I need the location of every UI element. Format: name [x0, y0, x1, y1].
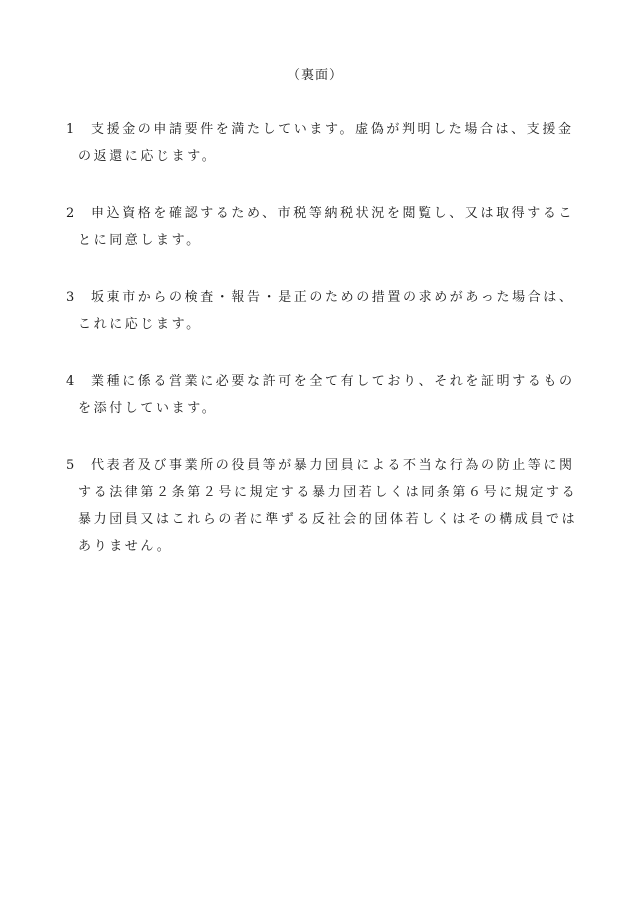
declaration-item-3 — [0, 284, 630, 338]
item-number: 5 — [66, 458, 75, 473]
item-text: 代表者及び事業所の役員等が暴力団員による不当な行為の防止等に関する法律第２条第２号に規定する暴力団若しくは同条第６号に規定する暴力団員又はこれらの者に準ずる反社会的団体若しくはその構成員ではありません。 — [78, 458, 578, 554]
item-text: 業種に係る営業に必要な許可を全て有しており、それを証明するものを添付しています。 — [78, 374, 575, 416]
declaration-item-4 — [0, 368, 630, 422]
declaration-item-1 — [0, 116, 630, 170]
declaration-list — [0, 116, 630, 590]
item-text: 申込資格を確認するため、市税等納税状況を閲覧し、又は取得することに同意します。 — [78, 206, 575, 248]
item-number: 4 — [66, 374, 75, 389]
item-text: 支援金の申請要件を満たしています。虚偽が判明した場合は、支援金の返還に応じます。 — [78, 122, 574, 164]
item-number: 2 — [66, 206, 75, 221]
declaration-item-5 — [0, 452, 630, 560]
item-number: 3 — [66, 290, 75, 305]
item-text: 坂東市からの検査・報告・是正のための措置の求めがあった場合は、これに応じます。 — [78, 290, 575, 332]
page-title: （裏面） — [286, 68, 343, 83]
declaration-item-2 — [0, 200, 630, 254]
item-number: 1 — [66, 122, 75, 137]
